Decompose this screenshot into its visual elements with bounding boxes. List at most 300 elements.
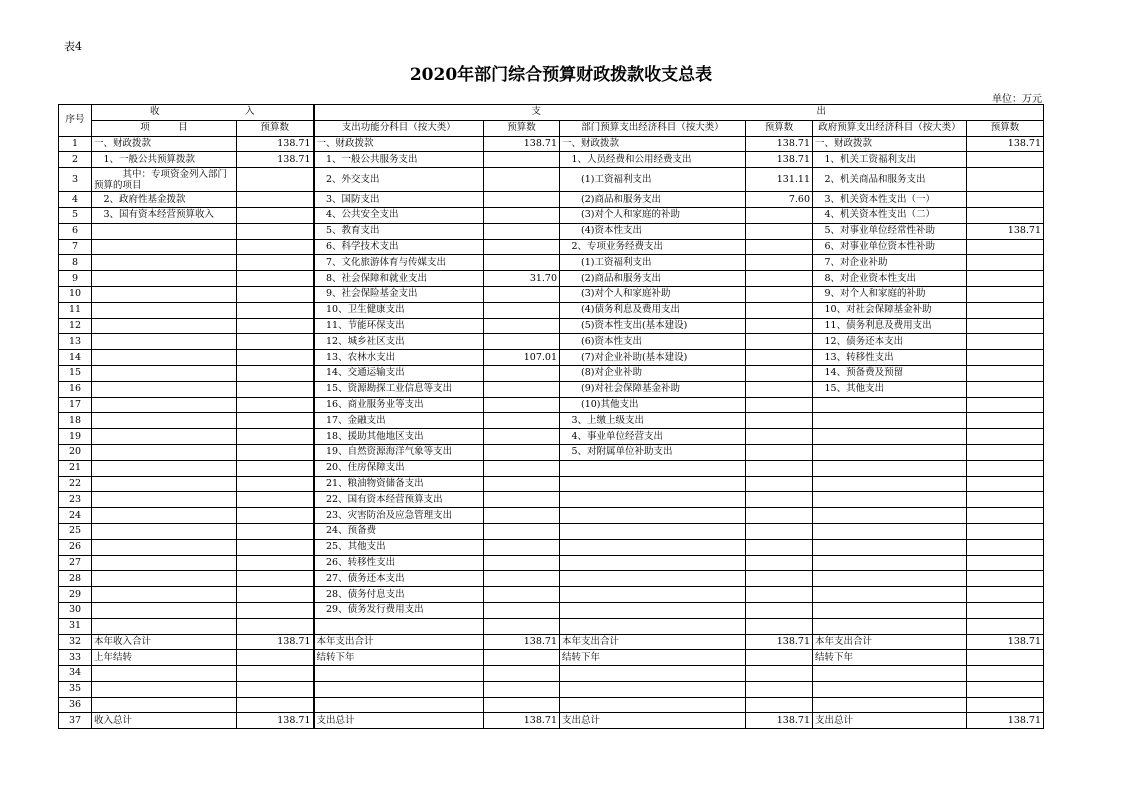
table-row — [59, 634, 1044, 650]
dept-amount — [746, 539, 813, 555]
header-income: 收 入 — [92, 105, 314, 121]
gov-amount — [967, 539, 1044, 555]
income-item — [92, 255, 237, 271]
income-item — [92, 681, 237, 697]
income-item: 本年收入合计 — [92, 634, 237, 650]
income-item: 一、财政拨款 — [92, 136, 237, 152]
row-seq: 18 — [59, 413, 92, 429]
func-item — [314, 618, 484, 634]
row-seq: 29 — [59, 587, 92, 603]
gov-item: 12、债务还本支出 — [813, 334, 967, 350]
dept-item: (1)工资福利支出 — [560, 255, 746, 271]
dept-amount — [746, 571, 813, 587]
gov-amount — [967, 239, 1044, 255]
table-row — [59, 397, 1044, 413]
row-seq: 5 — [59, 207, 92, 223]
func-item: 7、文化旅游体育与传媒支出 — [314, 255, 484, 271]
row-seq: 22 — [59, 476, 92, 492]
gov-amount — [967, 334, 1044, 350]
header-seq: 序号 — [59, 105, 92, 137]
func-amount — [484, 207, 560, 223]
func-amount: 107.01 — [484, 350, 560, 366]
table-row — [59, 429, 1044, 445]
dept-amount — [746, 602, 813, 618]
header-row-group — [59, 105, 1044, 121]
dept-amount — [746, 508, 813, 524]
row-seq: 4 — [59, 192, 92, 208]
income-item: 3、国有资本经营预算收入 — [92, 207, 237, 223]
gov-item: 3、机关资本性支出（一） — [813, 192, 967, 208]
income-item: 其中：专项资金列入部门预算的项目 — [92, 168, 237, 192]
dept-amount: 138.71 — [746, 152, 813, 168]
func-amount — [484, 618, 560, 634]
row-seq: 11 — [59, 302, 92, 318]
dept-amount — [746, 444, 813, 460]
dept-amount — [746, 587, 813, 603]
func-amount — [484, 666, 560, 682]
table-row — [59, 697, 1044, 713]
dept-item — [560, 523, 746, 539]
income-amount — [237, 413, 314, 429]
gov-item: 本年支出合计 — [813, 634, 967, 650]
income-item — [92, 429, 237, 445]
income-item: 2、政府性基金拨款 — [92, 192, 237, 208]
row-seq: 26 — [59, 539, 92, 555]
gov-item: 9、对个人和家庭的补助 — [813, 286, 967, 302]
gov-item — [813, 555, 967, 571]
row-seq: 32 — [59, 634, 92, 650]
func-amount — [484, 476, 560, 492]
func-item: 28、债务付息支出 — [314, 587, 484, 603]
income-amount — [237, 666, 314, 682]
income-item — [92, 571, 237, 587]
func-item: 结转下年 — [314, 650, 484, 666]
table-row — [59, 302, 1044, 318]
gov-amount: 138.71 — [967, 634, 1044, 650]
table-row — [59, 192, 1044, 208]
gov-amount — [967, 365, 1044, 381]
income-amount — [237, 650, 314, 666]
dept-amount — [746, 650, 813, 666]
income-amount — [237, 350, 314, 366]
table-row — [59, 571, 1044, 587]
row-seq: 24 — [59, 508, 92, 524]
table-row — [59, 523, 1044, 539]
gov-amount — [967, 650, 1044, 666]
func-item: 17、金融支出 — [314, 413, 484, 429]
income-amount — [237, 286, 314, 302]
dept-amount: 131.11 — [746, 168, 813, 192]
dept-item: 3、上缴上级支出 — [560, 413, 746, 429]
func-item: 29、债务发行费用支出 — [314, 602, 484, 618]
dept-item: 一、财政拨款 — [560, 136, 746, 152]
dept-item: 5、对附属单位补助支出 — [560, 444, 746, 460]
dept-amount: 138.71 — [746, 713, 813, 729]
func-amount — [484, 523, 560, 539]
func-amount — [484, 413, 560, 429]
dept-item: 1、人员经费和公用经费支出 — [560, 152, 746, 168]
table-row — [59, 271, 1044, 287]
income-item — [92, 334, 237, 350]
func-item: 一、财政拨款 — [314, 136, 484, 152]
gov-amount — [967, 152, 1044, 168]
row-seq: 28 — [59, 571, 92, 587]
gov-item: 6、对事业单位资本性补助 — [813, 239, 967, 255]
header-income-budget: 预算数 — [237, 120, 314, 136]
gov-amount — [967, 168, 1044, 192]
income-amount — [237, 508, 314, 524]
func-item: 16、商业服务业等支出 — [314, 397, 484, 413]
func-item: 15、资源勘探工业信息等支出 — [314, 381, 484, 397]
gov-amount — [967, 523, 1044, 539]
gov-item — [813, 460, 967, 476]
func-amount — [484, 492, 560, 508]
func-item: 4、公共安全支出 — [314, 207, 484, 223]
income-amount — [237, 255, 314, 271]
table-row — [59, 460, 1044, 476]
income-item — [92, 523, 237, 539]
income-item — [92, 350, 237, 366]
header-func-class: 支出功能分科目（按大类） — [314, 120, 484, 136]
gov-item: 8、对企业资本性支出 — [813, 271, 967, 287]
func-amount — [484, 602, 560, 618]
table-tag: 表4 — [64, 40, 82, 53]
func-item — [314, 666, 484, 682]
func-item: 支出总计 — [314, 713, 484, 729]
income-amount — [237, 381, 314, 397]
gov-item — [813, 697, 967, 713]
func-amount — [484, 286, 560, 302]
row-seq: 2 — [59, 152, 92, 168]
income-item — [92, 397, 237, 413]
income-item — [92, 539, 237, 555]
table-row — [59, 492, 1044, 508]
gov-amount — [967, 286, 1044, 302]
dept-item: (2)商品和服务支出 — [560, 271, 746, 287]
dept-amount — [746, 555, 813, 571]
dept-item: (5)资本性支出(基本建设) — [560, 318, 746, 334]
table-row — [59, 713, 1044, 729]
income-amount — [237, 444, 314, 460]
row-seq: 14 — [59, 350, 92, 366]
gov-item — [813, 413, 967, 429]
income-item — [92, 476, 237, 492]
row-seq: 9 — [59, 271, 92, 287]
income-amount — [237, 476, 314, 492]
func-item: 25、其他支出 — [314, 539, 484, 555]
gov-amount — [967, 350, 1044, 366]
dept-amount — [746, 365, 813, 381]
func-amount — [484, 334, 560, 350]
gov-item — [813, 666, 967, 682]
table-row — [59, 413, 1044, 429]
table-row — [59, 350, 1044, 366]
table-row — [59, 650, 1044, 666]
table-row — [59, 136, 1044, 152]
income-amount — [237, 334, 314, 350]
income-item — [92, 555, 237, 571]
table-row — [59, 666, 1044, 682]
row-seq: 12 — [59, 318, 92, 334]
income-amount — [237, 302, 314, 318]
gov-item: 一、财政拨款 — [813, 136, 967, 152]
func-amount — [484, 239, 560, 255]
table-row — [59, 318, 1044, 334]
dept-item: (3)对个人和家庭补助 — [560, 286, 746, 302]
func-amount — [484, 381, 560, 397]
income-amount — [237, 397, 314, 413]
gov-amount — [967, 602, 1044, 618]
income-item — [92, 318, 237, 334]
dept-item — [560, 571, 746, 587]
income-item — [92, 508, 237, 524]
dept-item: (3)对个人和家庭的补助 — [560, 207, 746, 223]
gov-amount — [967, 429, 1044, 445]
table-row — [59, 555, 1044, 571]
income-amount — [237, 207, 314, 223]
table-body — [59, 136, 1044, 729]
income-amount — [237, 365, 314, 381]
func-item: 5、教育支出 — [314, 223, 484, 239]
func-amount — [484, 650, 560, 666]
dept-item — [560, 697, 746, 713]
func-amount: 31.70 — [484, 271, 560, 287]
income-amount: 138.71 — [237, 136, 314, 152]
gov-item: 5、对事业单位经常性补助 — [813, 223, 967, 239]
row-seq: 30 — [59, 602, 92, 618]
dept-amount — [746, 476, 813, 492]
func-item — [314, 697, 484, 713]
income-item — [92, 302, 237, 318]
budget-table — [58, 104, 1044, 729]
income-amount — [237, 697, 314, 713]
table-row — [59, 255, 1044, 271]
func-amount — [484, 223, 560, 239]
income-amount — [237, 271, 314, 287]
gov-amount — [967, 681, 1044, 697]
func-item: 10、卫生健康支出 — [314, 302, 484, 318]
header-func-budget: 预算数 — [484, 120, 560, 136]
table-row — [59, 508, 1044, 524]
row-seq: 35 — [59, 681, 92, 697]
dept-amount — [746, 239, 813, 255]
func-amount — [484, 587, 560, 603]
dept-item — [560, 508, 746, 524]
gov-amount — [967, 587, 1044, 603]
dept-item: (10)其他支出 — [560, 397, 746, 413]
row-seq: 34 — [59, 666, 92, 682]
dept-amount — [746, 681, 813, 697]
income-amount — [237, 429, 314, 445]
row-seq: 27 — [59, 555, 92, 571]
income-amount — [237, 192, 314, 208]
dept-item: (9)对社会保障基金补助 — [560, 381, 746, 397]
table-row — [59, 152, 1044, 168]
income-item: 上年结转 — [92, 650, 237, 666]
func-item: 18、援助其他地区支出 — [314, 429, 484, 445]
income-amount — [237, 318, 314, 334]
gov-item: 11、债务利息及费用支出 — [813, 318, 967, 334]
dept-amount — [746, 302, 813, 318]
row-seq: 31 — [59, 618, 92, 634]
income-amount — [237, 587, 314, 603]
func-amount — [484, 255, 560, 271]
row-seq: 13 — [59, 334, 92, 350]
func-item: 12、城乡社区支出 — [314, 334, 484, 350]
func-item: 11、节能环保支出 — [314, 318, 484, 334]
func-item: 本年支出合计 — [314, 634, 484, 650]
income-amount: 138.71 — [237, 634, 314, 650]
row-seq: 36 — [59, 697, 92, 713]
table-row — [59, 239, 1044, 255]
gov-item — [813, 444, 967, 460]
func-amount — [484, 571, 560, 587]
row-seq: 33 — [59, 650, 92, 666]
header-dept-budget: 预算数 — [746, 120, 813, 136]
income-item — [92, 697, 237, 713]
gov-item — [813, 492, 967, 508]
dept-item: (7)对企业补助(基本建设) — [560, 350, 746, 366]
dept-amount — [746, 255, 813, 271]
dept-item — [560, 460, 746, 476]
header-item: 项 目 — [92, 120, 237, 136]
header-gov-budget: 预算数 — [967, 120, 1044, 136]
func-amount — [484, 429, 560, 445]
dept-amount — [746, 318, 813, 334]
dept-item — [560, 681, 746, 697]
func-item: 19、自然资源海洋气象等支出 — [314, 444, 484, 460]
func-item: 9、社会保险基金支出 — [314, 286, 484, 302]
unit-label: 单位：万元 — [992, 94, 1042, 105]
income-item — [92, 271, 237, 287]
func-amount — [484, 152, 560, 168]
dept-item: 支出总计 — [560, 713, 746, 729]
dept-amount — [746, 350, 813, 366]
gov-item — [813, 681, 967, 697]
income-amount — [237, 681, 314, 697]
func-item: 21、粮油物资储备支出 — [314, 476, 484, 492]
table-row — [59, 681, 1044, 697]
gov-amount — [967, 302, 1044, 318]
table-row — [59, 444, 1044, 460]
income-item — [92, 365, 237, 381]
table-row — [59, 539, 1044, 555]
header-row-columns — [59, 120, 1044, 136]
row-seq: 25 — [59, 523, 92, 539]
func-amount — [484, 555, 560, 571]
gov-item — [813, 476, 967, 492]
row-seq: 15 — [59, 365, 92, 381]
header-gov-econ-class: 政府预算支出经济科目（按大类） — [813, 120, 967, 136]
gov-item: 2、机关商品和服务支出 — [813, 168, 967, 192]
income-item: 1、一般公共预算拨款 — [92, 152, 237, 168]
gov-item — [813, 618, 967, 634]
table-row — [59, 286, 1044, 302]
dept-amount — [746, 618, 813, 634]
table-row — [59, 602, 1044, 618]
dept-item: 4、事业单位经营支出 — [560, 429, 746, 445]
func-item: 13、农林水支出 — [314, 350, 484, 366]
row-seq: 7 — [59, 239, 92, 255]
dept-item: (1)工资福利支出 — [560, 168, 746, 192]
table-row — [59, 207, 1044, 223]
table-row — [59, 168, 1044, 192]
dept-item — [560, 492, 746, 508]
func-amount — [484, 192, 560, 208]
func-amount: 138.71 — [484, 136, 560, 152]
row-seq: 16 — [59, 381, 92, 397]
gov-item: 10、对社会保障基金补助 — [813, 302, 967, 318]
gov-amount — [967, 397, 1044, 413]
dept-amount — [746, 286, 813, 302]
dept-amount — [746, 381, 813, 397]
gov-item: 结转下年 — [813, 650, 967, 666]
table-row — [59, 223, 1044, 239]
gov-amount — [967, 318, 1044, 334]
func-amount — [484, 168, 560, 192]
dept-item — [560, 618, 746, 634]
income-amount — [237, 618, 314, 634]
gov-amount: 138.71 — [967, 136, 1044, 152]
income-item — [92, 444, 237, 460]
gov-amount — [967, 666, 1044, 682]
income-amount — [237, 168, 314, 192]
dept-amount — [746, 397, 813, 413]
gov-item — [813, 508, 967, 524]
income-item — [92, 602, 237, 618]
table-row — [59, 334, 1044, 350]
func-item: 27、债务还本支出 — [314, 571, 484, 587]
row-seq: 3 — [59, 168, 92, 192]
gov-amount — [967, 618, 1044, 634]
func-item: 14、交通运输支出 — [314, 365, 484, 381]
func-amount — [484, 318, 560, 334]
dept-item: (2)商品和服务支出 — [560, 192, 746, 208]
dept-item — [560, 587, 746, 603]
income-item — [92, 492, 237, 508]
income-amount — [237, 239, 314, 255]
func-item: 23、灾害防治及应急管理支出 — [314, 508, 484, 524]
gov-amount: 138.71 — [967, 223, 1044, 239]
row-seq: 17 — [59, 397, 92, 413]
row-seq: 8 — [59, 255, 92, 271]
gov-item: 14、预备费及预留 — [813, 365, 967, 381]
dept-item — [560, 555, 746, 571]
dept-item: (8)对企业补助 — [560, 365, 746, 381]
func-amount — [484, 697, 560, 713]
dept-item: (6)资本性支出 — [560, 334, 746, 350]
row-seq: 21 — [59, 460, 92, 476]
row-seq: 6 — [59, 223, 92, 239]
func-amount — [484, 681, 560, 697]
table-row — [59, 587, 1044, 603]
gov-amount — [967, 255, 1044, 271]
gov-amount — [967, 460, 1044, 476]
func-amount — [484, 302, 560, 318]
gov-item — [813, 571, 967, 587]
dept-amount: 7.60 — [746, 192, 813, 208]
income-item — [92, 223, 237, 239]
income-item — [92, 239, 237, 255]
gov-item — [813, 602, 967, 618]
dept-item — [560, 539, 746, 555]
dept-amount — [746, 413, 813, 429]
table-row — [59, 618, 1044, 634]
dept-item: 结转下年 — [560, 650, 746, 666]
gov-item: 4、机关资本性支出（二） — [813, 207, 967, 223]
header-dept-econ-class: 部门预算支出经济科目（按大类） — [560, 120, 746, 136]
gov-amount — [967, 413, 1044, 429]
